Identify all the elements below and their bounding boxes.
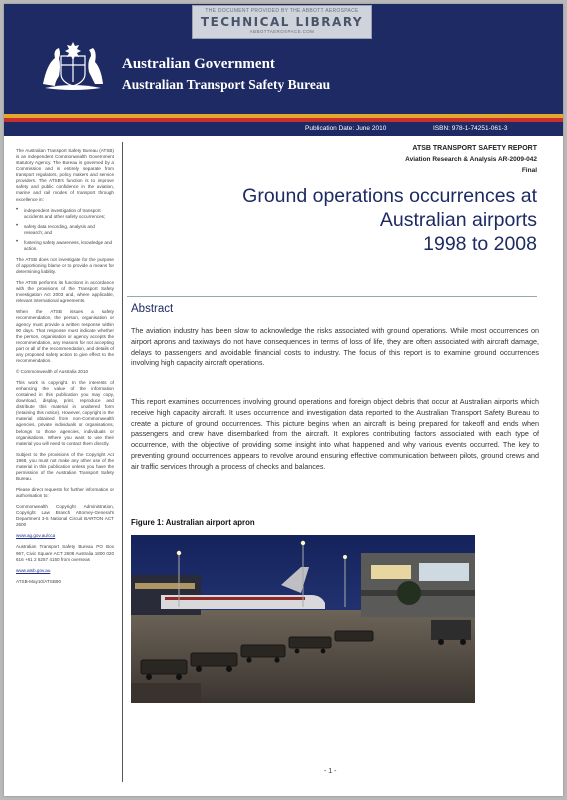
sidebar-recommendation: When the ATSB issues a safety recommendation, the person, organisation or agency must provide a written response within 90 days. That response must indicate whether the person, organisation or agency accepts the recommendation, any reasons for not accepting part or all of the recommendation, and details of any proposed safety action to give effect to the recommendation. [16, 309, 114, 363]
sidebar-blame: The ATSB does not investigate for the purpose of apportioning blame or to provide a means for determining liability. [16, 256, 114, 275]
sidebar-bullet: • safety data recording, analysis and research; and [16, 224, 114, 236]
sidebar-address-atsb: Australian Transport Safety Bureau PO Box 967, Civic Square ACT 2608 Australia 1800 020 616 +61 2 6257 4150 from overseas [16, 544, 114, 562]
coat-of-arms-icon [37, 38, 109, 96]
sidebar-code: ATSB-May10/ATSB90 [16, 578, 62, 584]
watermark-url: ABBOTTAEROSPACE.COM [249, 29, 315, 34]
government-name: Australian Government [122, 56, 275, 72]
publication-bar [4, 122, 563, 136]
report-number: Aviation Research & Analysis AR-2009-042 [405, 156, 537, 163]
page-number: - 1 - [324, 768, 337, 775]
abstract-paragraph-2: This report examines occurrences involving ground operations and foreign object debris that occur at Australian airports which receive high capacity aircraft. It uses occurrence and investigation data reported to the Australian Transport Safety Bureau to create a picture of ground occurrences. This picture begins when an aircraft is being prepared for takeoff and ends when passengers and crew have disembarked from the aircraft. It explores contributing factors associated with each type of occurrence, with the objective of providing some insight into what happened and why various events occurred. The key to preventing ground occurrences appears to revolve around ensuring effective communication between pilots, ground crews and air traffic services through a process of checks and balances. [131, 397, 539, 471]
sidebar-requests: Please direct requests for further information or authorisation to: [16, 487, 114, 499]
header-banner [4, 4, 563, 114]
sidebar [16, 148, 114, 590]
watermark-top-text: THE DOCUMENT PROVIDED BY THE ABBOTT AEROSPACE [205, 8, 359, 14]
title-line: 1998 to 2008 [423, 233, 537, 255]
column-divider [122, 142, 123, 782]
watermark-title: TECHNICAL LIBRARY [200, 15, 364, 29]
report-title [197, 184, 537, 256]
section-rule [127, 296, 537, 297]
title-line: Ground operations occurrences at [242, 185, 537, 207]
library-watermark [192, 5, 372, 39]
report-page [4, 4, 563, 796]
figure-caption: Figure 1: Australian airport apron [131, 518, 255, 527]
sidebar-bullet: • fostering safety awareness, knowledge and action. [16, 240, 114, 252]
apron-photo-image [131, 535, 475, 703]
sidebar-bullet: • independent investigation of transport accidents and other safety occurrences; [16, 208, 114, 220]
sidebar-bullet-list [16, 208, 114, 252]
sidebar-copyright: © Commonwealth of Australia 2010 [16, 368, 89, 374]
sidebar-address-copyright: Commonwealth Copyright Administration, Copyright Law Branch Attorney-General's Department 3-5 National Circuit BARTON ACT 2600 [16, 504, 114, 528]
publication-date: Publication Date: June 2010 [305, 125, 387, 132]
sidebar-copyright-notice: This work is copyright. In the interests of enhancing the value of the information contained in this publication you may copy, download, display, print, reproduce and distribute this material in unaltered form (retaining this notice). However, copyright in the material obtained from non-Commonwealth agencies, private individuals or organisations, belongs to those agencies, individuals or organisations. Where you want to use their material you will need to contact them directly. [16, 380, 114, 446]
sidebar-copyright-act: Subject to the provisions of the Copyright Act 1968, you must not make any other use of the material in this publication unless you have the permission of the Australian Transport Safety Bureau. [16, 451, 114, 481]
sidebar-intro: The Australian Transport Safety Bureau (ATSB) is an independent Commonwealth Government statutory Agency. The Bureau is governed by a Commission and is entirely separate from transport regulators, policy makers and service providers. The ATSB's function is to improve safety and public confidence in the aviation, marine and rail modes of transport through excellence in: [16, 148, 114, 202]
abstract-heading: Abstract [131, 303, 174, 315]
bureau-name: Australian Transport Safety Bureau [122, 77, 331, 92]
atsb-website-link[interactable]: www.atsb.gov.au [16, 567, 51, 573]
airport-apron-photo [131, 535, 475, 703]
sidebar-functions: The ATSB performs its functions in accordance with the provisions of the Transport Safety Investigation Act 2003 and, where applicable, relevant international agreements. [16, 280, 114, 304]
report-status: Final [521, 167, 537, 174]
isbn: ISBN: 978-1-74251-061-3 [433, 125, 508, 132]
ag-website-link[interactable]: www.ag.gov.au/cca [16, 533, 56, 539]
title-line: Australian airports [379, 209, 537, 231]
abstract-paragraph-1: The aviation industry has been slow to acknowledge the risks associated with ground operations. While most occurrences on airport aprons and taxiways do not have consequences in terms of loss of life, they are often associated with aircraft damage, delays to passengers and avoidable financial costs to industry. The focus of this report is to examine ground occurrences involving high capacity aircraft operations. [131, 326, 539, 368]
report-type: ATSB TRANSPORT SAFETY REPORT [412, 145, 537, 152]
